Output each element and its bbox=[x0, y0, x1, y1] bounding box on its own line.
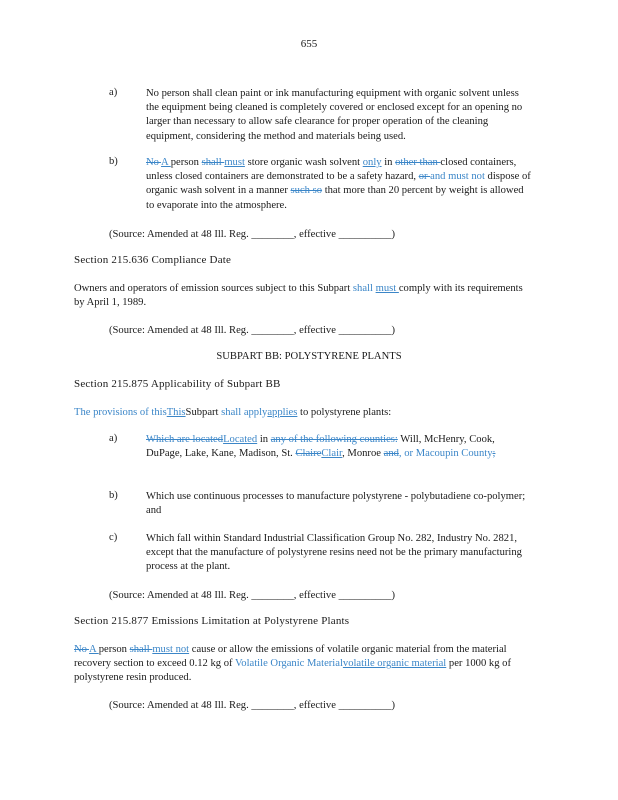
section-heading: Section 215.877 Emissions Limitation at Polystyrene Plants bbox=[74, 615, 350, 627]
source-note: (Source: Amended at 48 Ill. Reg. ________, effective __________) bbox=[109, 229, 396, 240]
deleted-text: Which are located bbox=[146, 434, 224, 445]
text-run: in bbox=[381, 157, 396, 168]
item-label-b: b) bbox=[109, 490, 118, 501]
text-run: person bbox=[170, 157, 202, 168]
text-run: that more than 20 percent by weight is allowed to evaporate into the atmosphere. bbox=[146, 185, 524, 211]
inserted-text: only bbox=[362, 157, 382, 168]
source-note: (Source: Amended at 48 Ill. Reg. ________, effective __________) bbox=[109, 700, 396, 711]
subpart-title: SUBPART BB: POLYSTYRENE PLANTS bbox=[216, 351, 402, 362]
item-text-c: Which fall within Standard Industrial Classification Group No. 282, Industry No. 2821, except that the manufacture of polystyrene resins need not be the primary manufacturing process at the plant. bbox=[146, 533, 522, 573]
section-intro bbox=[74, 406, 532, 420]
deleted-text: ; bbox=[492, 448, 496, 460]
text-run: dispose of organic wash solvent in a manner bbox=[146, 171, 531, 197]
section-heading: Section 215.875 Applicability of Subpart BB bbox=[74, 378, 281, 390]
source-note: (Source: Amended at 48 Ill. Reg. ________, effective __________) bbox=[109, 325, 396, 336]
source-note: (Source: Amended at 48 Ill. Reg. ________, effective __________) bbox=[109, 590, 396, 601]
inserted-text: A bbox=[161, 157, 171, 168]
item-label-b: b) bbox=[109, 156, 118, 167]
item-text-a bbox=[146, 433, 532, 461]
inserted-text: must bbox=[375, 283, 399, 294]
text-run: Subpart bbox=[185, 407, 222, 418]
text-run: closed containers, unless closed containers are demonstrated to be a safety hazard, bbox=[146, 157, 517, 183]
inserted-text: applies bbox=[267, 407, 298, 418]
inserted-text: must not bbox=[152, 644, 190, 655]
text-run: per 1000 kg of polystyrene resin produced. bbox=[74, 658, 511, 684]
deleted-text: Claire bbox=[295, 448, 322, 460]
inserted-text: volatile organic material bbox=[342, 658, 447, 670]
item-text-b: Which use continuous processes to manufacture polystyrene - polybutadiene co-polymer; and bbox=[146, 491, 526, 517]
item-label-a: a) bbox=[109, 87, 118, 98]
inserted-text: and must not bbox=[430, 171, 485, 183]
deleted-text: No bbox=[146, 157, 162, 168]
deleted-text: or bbox=[418, 171, 431, 183]
inserted-text: Clair bbox=[321, 448, 343, 460]
deleted-text: other than bbox=[395, 157, 441, 168]
deleted-text: such so bbox=[290, 185, 323, 197]
item-text-b bbox=[146, 156, 532, 213]
deleted-text: shall bbox=[201, 157, 225, 168]
inserted-text: A bbox=[89, 644, 99, 655]
deleted-text: The provisions of this bbox=[74, 407, 167, 418]
inserted-text: must bbox=[224, 157, 245, 168]
inserted-text: , or Macoupin County bbox=[398, 448, 493, 460]
deleted-text: and bbox=[383, 448, 399, 460]
item-text-a: No person shall clean paint or ink manufacturing equipment with organic solvent unless the equipment being cleaned is completely covered or enclosed except for an opening no larger than necessary to allow safe clearance for proper operation of the cleaning equipment, considering the method and materials being used. bbox=[146, 88, 523, 142]
section-paragraph bbox=[74, 282, 532, 310]
section-paragraph bbox=[74, 643, 532, 686]
text-run: in bbox=[257, 434, 271, 445]
text-run: store organic wash solvent bbox=[244, 157, 363, 168]
text-run: Owners and operators of emission sources subject to this Subpart bbox=[74, 283, 353, 294]
text-run: comply with its requirements by April 1, 1989. bbox=[74, 283, 523, 309]
deleted-text: shall apply bbox=[221, 407, 268, 418]
text-run: cause or allow the emissions of volatile organic material from the material recovery section to exceed 0.12 kg of bbox=[74, 644, 507, 670]
deleted-text: any of the following counties: bbox=[270, 434, 398, 445]
deleted-text: No bbox=[74, 644, 90, 655]
item-label-c: c) bbox=[109, 532, 118, 543]
section-heading: Section 215.636 Compliance Date bbox=[74, 254, 232, 266]
deleted-text: Volatile Organic Material bbox=[235, 658, 343, 670]
item-label-a: a) bbox=[109, 433, 118, 444]
text-run: to polystyrene plants: bbox=[297, 407, 392, 418]
inserted-text: This bbox=[166, 407, 186, 418]
deleted-text: shall bbox=[352, 283, 376, 294]
page-number: 655 bbox=[300, 38, 318, 50]
inserted-text: Located bbox=[223, 434, 258, 445]
deleted-text: shall bbox=[129, 644, 153, 655]
text-run: Will, McHenry, Cook, DuPage, Lake, Kane, Madison, St. bbox=[146, 434, 495, 460]
text-run: person bbox=[98, 644, 130, 655]
text-run: , Monroe bbox=[342, 448, 384, 460]
